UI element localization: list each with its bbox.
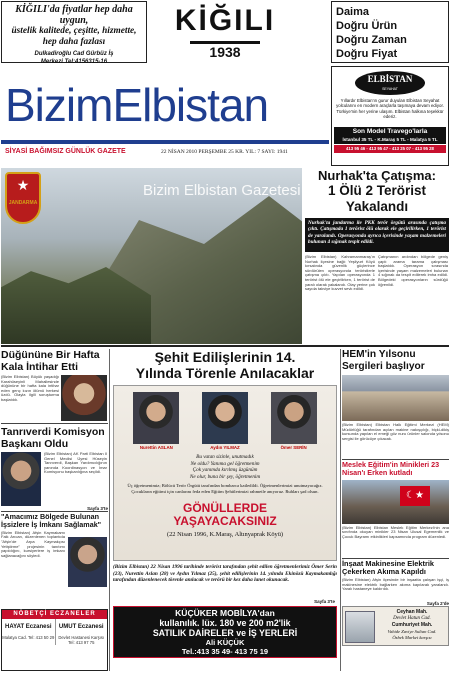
seyahat-logo-sub: SEYAHAT [382,87,398,91]
kucuker-contact: Ali KÜÇÜK [205,638,245,647]
left-story1-text: (Bizim Elbistan) Büyük yaşadığı Karahüseyinli Mahallesinde düğününe bir hafta kala intihar eden genç kızın ölümü herkesi üzdü. Olayla ilgili soruşturma başlatıldı. [1,375,59,402]
seyahat-banner2: İstanbul 35 TL - K.Maraş 5 TL - Malatya 5 TL [334,136,446,144]
masthead-rule [1,140,329,144]
pharmacy-list [2,619,107,645]
memorial-text: Üç öğretmenimiz; Bölücü Terör Örgütü tarafından bombarca katledildi. Öğretmenlerimizi unutmayacağız. Çocukların eğitimi için canlarını feda eden Eğitim Şehitlerimizi rahmetle anıyoruz. Ruhları şad olsun. [127,483,323,494]
martyr-3-photo [271,392,317,444]
martyr-1-photo [133,392,179,444]
left-story2-text: (Bizim Elbistan) AK Parti Elbistan İl Genel Meclisi Üyesi Hüseyin Tanrıverdi, Başkan Yardımcılığının yanında Koordinasyon ve İmar Komisyonu başkanlığına seçildi. [44,452,107,475]
right-story3-title: İnşaat Makinesine Elektrik Çekerken Akıma Kapıldı [342,558,435,577]
right-page-ref: Sayfa 2'de [426,601,449,606]
right-ad-line4: Özbek Market karşısı [392,634,432,640]
seyahat-banner1: Son Model Travego'larla [334,127,446,136]
kigili-brand: KİĞILI [174,4,276,37]
pharmacy-item-umut [55,619,108,645]
right-story1-title: HEM'in Yılsonu Sergileri başlıyor [342,349,425,372]
emblem-text: JANDARMA [8,200,38,206]
masthead [1,68,329,166]
column-rule-left [109,349,110,671]
right-slogan-ad [331,1,449,63]
slogan-line-2: Doğru Ürün [336,20,398,32]
main-photo [1,168,302,344]
left-sep1 [1,423,108,424]
right-ad-line3: Vahide Zaviye Sultan Cad. [387,628,437,634]
left-story2-body [1,452,108,506]
row-divider [1,345,449,347]
hem-photo [342,375,449,421]
martyr-1 [133,392,179,450]
lead-story [305,168,449,344]
center-headline1: Şehit Edilişlerinin 14. [154,349,296,365]
lead-col1: (Bizim Elbistan) Kahramanmaraş'ın Nurhak ilçesine bağlı Yeşilyurt Köyü kırsalında güvenlik güçlerince sürdürülen operasyonda teröristlerle çatışma çıktı. Yapılan operasyonda 1 terörist ölü ele geçirilirken, 1 terörist de yaralı olarak yakalandı. Olay yerine çok sayıda takviye kuvvet sevk edildi. [305,255,375,292]
lead-columns [305,255,449,342]
right-story2-title: Meslek Eğitim'in Minikleri 23 Nisan'ı Erken kutladı [342,460,440,478]
kucuker-title: KÜÇÜKER MOBİLYA'dan [175,608,275,618]
kigili-ad-phone: Merkezi Tel:4156315-16 [40,59,108,65]
left-column [1,349,108,673]
seyahat-ad [331,66,449,166]
right-story3-text: (Bizim Elbistan) Afşin ilçesinde bir inşaatta çalışan işçi, iş makinesine elektrik bağlarken akıma kapılarak yaralandı. Yaralı hastaneye kaldırıldı. [342,578,449,592]
seyahat-phones: 413 95 46 - 413 95 47 - 413 25 07 - 413 95 28 [334,145,446,153]
jandarma-emblem [5,172,41,224]
center-headline2: Yılında Törenle Anılacaklar [135,365,315,381]
left-story1-body [1,375,108,421]
seyahat-logo [355,71,425,95]
slogan-line-3: Doğru Zaman [336,34,407,46]
kigili-ad-address: Dulkadiroğlu Cad Gürbüz İş [34,51,114,57]
right-story2-text: (Bizim Elbistan) Elbistan Meslek Eğitim Merkezi'nin ana sınıfında okuyan minikler 23 Nisan Ulusal Egemenlik ve Çocuk Bayramı etkinlikleri kapsamında program düzenledi. [342,525,449,539]
pharmacy1-name: HAYAT Eczanesi [5,623,52,630]
martyr-3 [271,392,317,450]
kucuker-phone: Tel.:413 35 49- 413 75 19 [181,647,269,656]
emblem-star-icon: ★ [16,179,30,194]
kucuker-line1: kullanılık. lüx. 180 ve 200 m2'lik [159,618,291,628]
pharmacy-item-hayat [2,619,55,645]
martyr-3-name: Ömer SERİN [280,445,307,450]
martyr-2-name: Aydın YILMAZ [210,445,240,450]
seyahat-logo-text: ELBİSTAN [367,74,413,84]
right-ad-line1: Devlet Hatun Cad. [393,615,431,621]
right-ad-name: Ceyhan Mah. [396,609,428,615]
pharmacy1-addr: Malatya Cad. Tel: 413 50 29 [2,634,55,640]
banner-line-1: GÖNÜLLERDE [183,501,267,515]
poem [114,454,336,480]
slogan-line-4: Doğru Fiyat [336,48,398,60]
building-image [345,611,375,643]
kaymakam-photo [68,537,107,587]
kigili-ad-line1: KİĞILI'da fiyatlar hep daha uygun, [15,4,133,26]
poem-line-2: Ne oldu? Yanıma gel öğretmenim [190,460,260,467]
pharmacy2-name: UMUT Eczanesi [58,623,104,630]
kucuker-ad [113,606,337,658]
masthead-date: 22 NİSAN 2010 PERŞEMBE 25 KR. YIL: 7 SAYI: 1941 [161,149,288,155]
left-story3-text: (Bizim Elbistan) Afşin Kaymakamı Faik Arıcan, düzenlenen toplantıda "Afşin'de Arpa Kaymakçısı Yetiştirme" projesinin tanıtımı yapıldığını, kursiyerlere iş imkanı sağlanacağını söyledi. [1,530,65,558]
kigili-text-ad [1,1,147,63]
martyr-photos [114,386,336,450]
left-story2-ref: Sayfa 3'te [87,506,108,511]
masthead-title: BizimElbistan [5,79,269,131]
column-rule-right [340,349,341,671]
pharmacy-header: NÖBETÇİ ECZANELER [2,610,107,619]
turkish-flag: ☾★ [400,486,430,506]
bride-photo [61,375,107,421]
memorial-date-place: (22 Nisan 1996, K.Maraş, Altınyaprak Köyü) [166,531,284,538]
memorial-box [113,385,337,561]
poem-line-3: Çok yanımda kırılmış üzgünüm [192,467,258,473]
kucuker-line2: SATILIK DAİRELER ve İŞ YERLERİ [152,628,298,638]
right-column [342,349,449,673]
poem-line-4: Ne olur, buna bir şey, öğretmenim [189,473,261,480]
kigili-ad-line3: hep daha fazlası [42,37,106,47]
right-ad-text [377,609,447,641]
martyr-2 [202,392,248,450]
kigili-ad-line2: üstelik kalitede, çeşitte, hizmette, [11,26,137,36]
kigili-logo [150,3,300,63]
right-ad-line2: Cumhuriyet Mah. [391,622,433,628]
kigili-year: 1938 [190,41,260,60]
right-bottom-ad [342,606,449,646]
center-body: (Bizim Elbistan) 22 Nisan 1996 tarihinde terörist tarafından şehit edilen öğretmenlerimiz Ömer Serin (23), Nurettin Aslan (28) ve Aydın Yılmaz (25), şehit edilişlerinin 14. yılında Ekinözü Kaymakamlığı tarafından düzenlenecek törenle anılacak ve terörü bir kez daha lanet okunacak. [113,564,337,583]
pharmacy2-addr: Devlet Hastanesi Karşısı Tel: 413 97 75 [58,634,105,645]
pharmacy-box [1,609,108,671]
left-story2-title: Tanrıverdi Komisyon Başkanı Oldu [1,426,105,450]
center-column [111,349,339,673]
martyr-1-name: Nurettin ASLAN [139,445,173,450]
slogan-line-1: Daima [336,6,370,18]
banner-line-2: YAŞAYACAKSINIZ [173,514,277,528]
lead-headline: 1 Ölü 2 Terörist Yakalandı [327,183,427,214]
center-page-ref: Sayfa 3'te [314,599,335,604]
lead-col2: Çatışmanın ardından bölgede geniş çaplı arama tarama çalışması başlatıldı. Operasyon sırasında içerisinde yaşam malzemeleri bulunan 4 sığınak da tespit edilerek imha edildi. Bölgedeki operasyonların sürdüğü öğrenildi. [378,255,448,287]
right-story1-text: (Bizim Elbistan) Elbistan Halk Eğitimi Merkezi (HEM) Müdürlüğü tarafından açılan makine nakışçılığı, biçki-dikiş kursunda yapılan el emeği göz nuru ürünler salonda yılsonu sergisi ile görücüye çıkacak. [342,423,449,441]
masthead-tagline: SİYASİ BAĞIMSIZ GÜNLÜK GAZETE [5,148,126,155]
left-story3-body [1,531,108,601]
lead-kicker: Nurhak'ta Çatışma: [318,168,436,183]
tanriverdi-photo [1,452,41,506]
left-story3-title: "Amacımız Bölgede Bulunan İşsizlere İş İmkanı Sağlamak" [1,512,102,530]
left-story1-title: Düğününe Bir Hafta Kala İntihar Etti [1,349,100,373]
photo-watermark: Bizim Elbistan Gazetesi [143,182,301,199]
martyr-2-photo [202,392,248,444]
lead-summary: Nurhak'ta jandarma ile PKK terör örgütü arasında çatışma çıktı. Çatışmada 1 terörist ölü olarak ele geçirilirken, 1 terörist de yaralandı. Operasyonda ayrıca içerisinde yaşam malzemeleri bulunan 4 sığınak tespit edildi. [305,218,449,252]
seyahat-text: Yıllardır Elbistan'ın gurur duyulan Elbistan Seyahat yolcularını en modern araçlarla taşımaya devam ediyor. Türkiye'nin her yerine ulaşım. Elbistan halkına teşekkür ederiz. [336,98,444,120]
poem-line-1: Bu vatan sizinle, unutmadık [196,454,254,460]
kids-photo [342,480,449,524]
